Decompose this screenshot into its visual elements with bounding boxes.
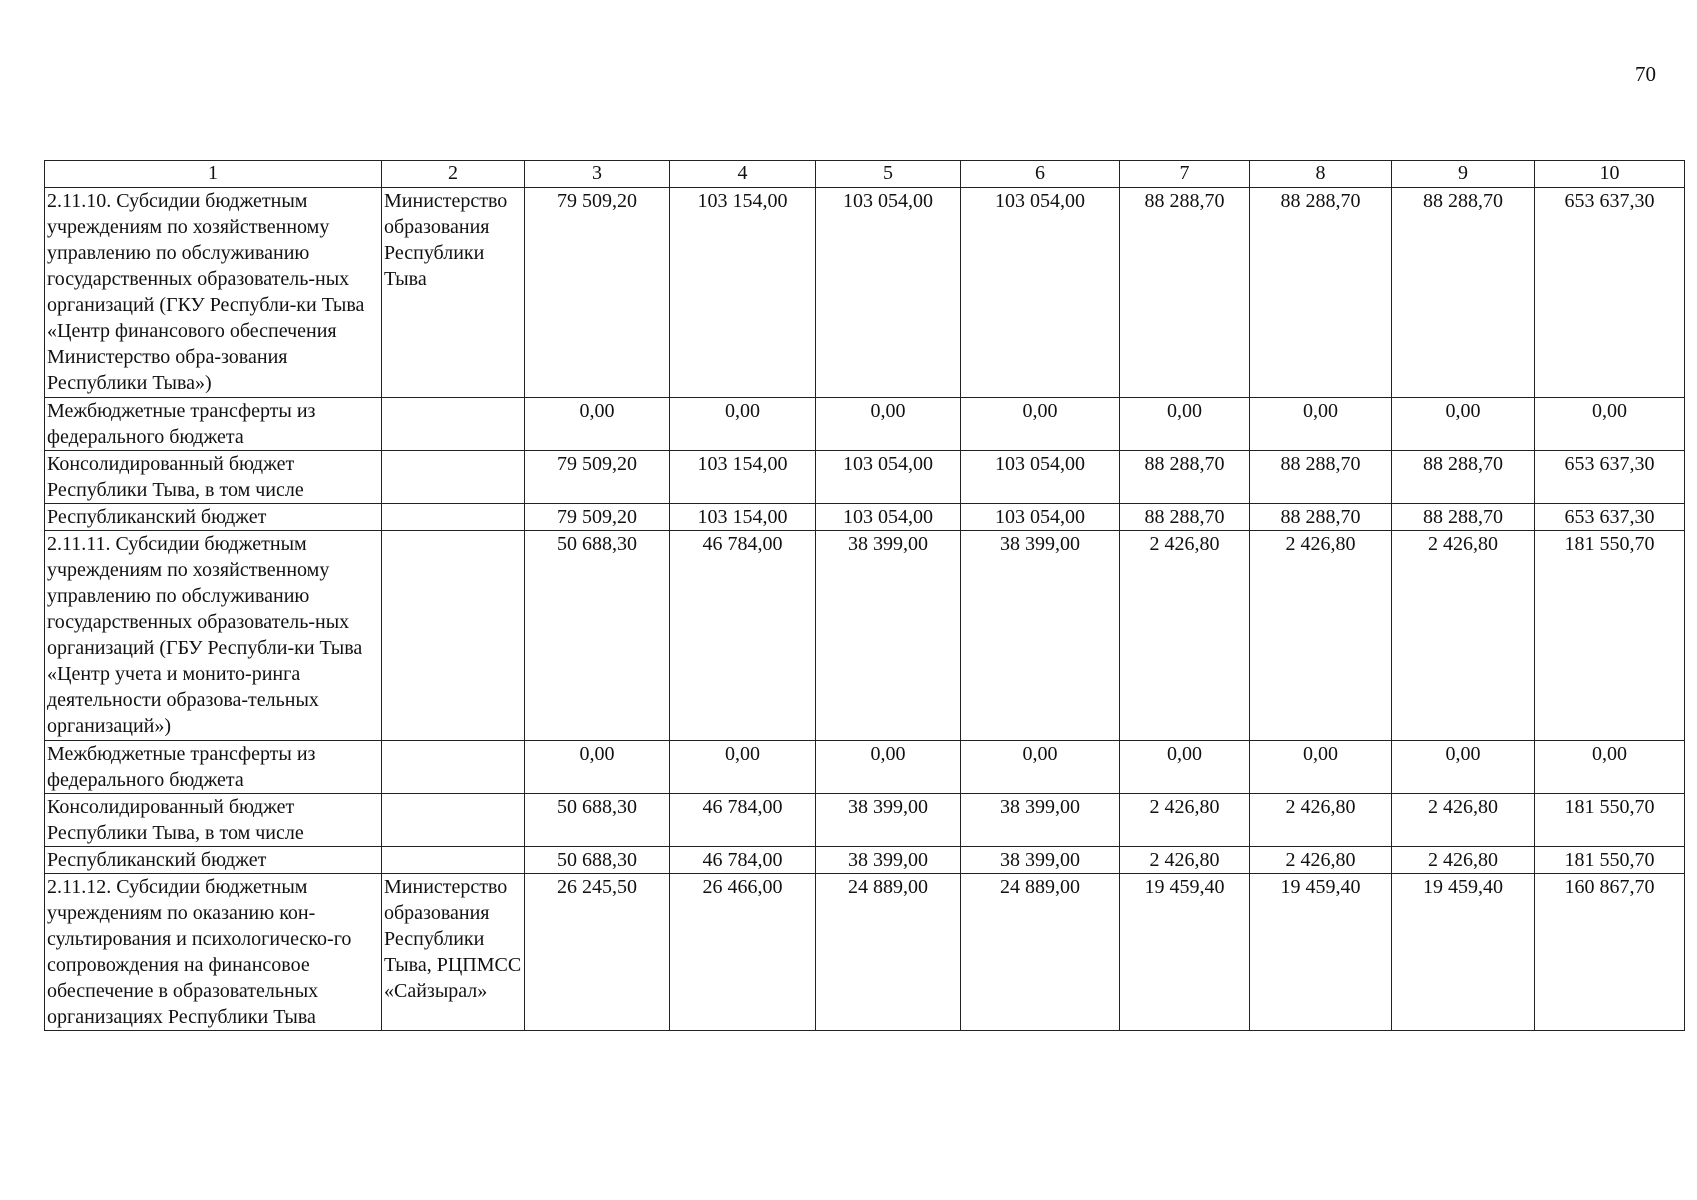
value-cell: 181 550,70 xyxy=(1535,794,1685,847)
row-executor xyxy=(382,794,525,847)
value-cell: 2 426,80 xyxy=(1120,847,1250,874)
row-name: Межбюджетные трансферты из федерального бюджета xyxy=(45,398,382,451)
value-cell: 38 399,00 xyxy=(816,531,961,741)
row-name: Консолидированный бюджет Республики Тыва, в том числе xyxy=(45,794,382,847)
value-cell: 0,00 xyxy=(816,398,961,451)
value-cell: 0,00 xyxy=(1250,741,1392,794)
value-cell: 0,00 xyxy=(961,398,1120,451)
row-executor xyxy=(382,741,525,794)
row-executor: Министерство образования Республики Тыва xyxy=(382,188,525,398)
column-number: 8 xyxy=(1250,161,1392,188)
row-executor xyxy=(382,451,525,504)
table-row xyxy=(45,531,1685,741)
column-number: 2 xyxy=(382,161,525,188)
value-cell: 103 154,00 xyxy=(670,188,816,398)
value-cell: 103 054,00 xyxy=(961,504,1120,531)
value-cell: 46 784,00 xyxy=(670,794,816,847)
value-cell: 103 054,00 xyxy=(816,504,961,531)
table-row xyxy=(45,741,1685,794)
value-cell: 0,00 xyxy=(1120,741,1250,794)
column-number: 1 xyxy=(45,161,382,188)
column-number: 4 xyxy=(670,161,816,188)
value-cell: 0,00 xyxy=(525,398,670,451)
value-cell: 0,00 xyxy=(1535,741,1685,794)
value-cell: 19 459,40 xyxy=(1250,874,1392,1031)
value-cell: 38 399,00 xyxy=(961,531,1120,741)
value-cell: 103 054,00 xyxy=(816,188,961,398)
value-cell: 0,00 xyxy=(1392,398,1535,451)
value-cell: 0,00 xyxy=(961,741,1120,794)
value-cell: 0,00 xyxy=(816,741,961,794)
value-cell: 88 288,70 xyxy=(1250,451,1392,504)
value-cell: 181 550,70 xyxy=(1535,531,1685,741)
value-cell: 0,00 xyxy=(1535,398,1685,451)
value-cell: 2 426,80 xyxy=(1250,794,1392,847)
value-cell: 0,00 xyxy=(525,741,670,794)
value-cell: 2 426,80 xyxy=(1392,794,1535,847)
table-row xyxy=(45,188,1685,398)
value-cell: 88 288,70 xyxy=(1392,451,1535,504)
value-cell: 2 426,80 xyxy=(1250,847,1392,874)
row-executor: Министерство образования Республики Тыва, РЦПМСС «Сайзырал» xyxy=(382,874,525,1031)
budget-table xyxy=(44,160,1685,1031)
value-cell: 50 688,30 xyxy=(525,794,670,847)
value-cell: 653 637,30 xyxy=(1535,188,1685,398)
column-number: 7 xyxy=(1120,161,1250,188)
value-cell: 88 288,70 xyxy=(1392,504,1535,531)
value-cell: 88 288,70 xyxy=(1120,451,1250,504)
value-cell: 88 288,70 xyxy=(1250,188,1392,398)
value-cell: 0,00 xyxy=(1250,398,1392,451)
value-cell: 2 426,80 xyxy=(1392,847,1535,874)
column-number: 9 xyxy=(1392,161,1535,188)
value-cell: 19 459,40 xyxy=(1392,874,1535,1031)
value-cell: 2 426,80 xyxy=(1120,794,1250,847)
row-name: Республиканский бюджет xyxy=(45,504,382,531)
column-number: 6 xyxy=(961,161,1120,188)
value-cell: 103 054,00 xyxy=(816,451,961,504)
header-row xyxy=(45,161,1685,188)
value-cell: 88 288,70 xyxy=(1392,188,1535,398)
column-number: 5 xyxy=(816,161,961,188)
value-cell: 88 288,70 xyxy=(1120,504,1250,531)
row-executor xyxy=(382,531,525,741)
value-cell: 103 154,00 xyxy=(670,451,816,504)
row-executor xyxy=(382,504,525,531)
row-name: 2.11.11. Субсидии бюджетным учреждениям по хозяйственному управлению по обслуживанию государственных образователь-ных организаций (ГБУ Республи-ки Тыва «Центр учета и монито-ринга деятельности образова-тельных организаций») xyxy=(45,531,382,741)
value-cell: 653 637,30 xyxy=(1535,451,1685,504)
row-name: Республиканский бюджет xyxy=(45,847,382,874)
value-cell: 24 889,00 xyxy=(816,874,961,1031)
value-cell: 88 288,70 xyxy=(1250,504,1392,531)
value-cell: 0,00 xyxy=(670,741,816,794)
row-name: Консолидированный бюджет Республики Тыва, в том числе xyxy=(45,451,382,504)
table-row xyxy=(45,504,1685,531)
row-executor xyxy=(382,398,525,451)
table-row xyxy=(45,398,1685,451)
value-cell: 79 509,20 xyxy=(525,451,670,504)
table-row xyxy=(45,451,1685,504)
value-cell: 103 054,00 xyxy=(961,451,1120,504)
value-cell: 103 154,00 xyxy=(670,504,816,531)
value-cell: 38 399,00 xyxy=(816,794,961,847)
value-cell: 181 550,70 xyxy=(1535,847,1685,874)
value-cell: 38 399,00 xyxy=(816,847,961,874)
table-row xyxy=(45,794,1685,847)
value-cell: 79 509,20 xyxy=(525,188,670,398)
value-cell: 0,00 xyxy=(1120,398,1250,451)
row-name: 2.11.12. Субсидии бюджетным учреждениям по оказанию кон-сультирования и психологическо-го сопровождения на финансовое обеспечение в образовательных организациях Республики Тыва xyxy=(45,874,382,1031)
value-cell: 2 426,80 xyxy=(1392,531,1535,741)
column-number: 3 xyxy=(525,161,670,188)
table-row xyxy=(45,874,1685,1031)
value-cell: 160 867,70 xyxy=(1535,874,1685,1031)
row-name: 2.11.10. Субсидии бюджетным учреждениям по хозяйственному управлению по обслуживанию государственных образователь-ных организаций (ГКУ Республи-ки Тыва «Центр финансового обеспечения Министерство обра-зования Республики Тыва») xyxy=(45,188,382,398)
value-cell: 26 245,50 xyxy=(525,874,670,1031)
value-cell: 2 426,80 xyxy=(1250,531,1392,741)
value-cell: 46 784,00 xyxy=(670,531,816,741)
value-cell: 103 054,00 xyxy=(961,188,1120,398)
value-cell: 38 399,00 xyxy=(961,847,1120,874)
row-executor xyxy=(382,847,525,874)
value-cell: 24 889,00 xyxy=(961,874,1120,1031)
value-cell: 38 399,00 xyxy=(961,794,1120,847)
value-cell: 26 466,00 xyxy=(670,874,816,1031)
value-cell: 2 426,80 xyxy=(1120,531,1250,741)
value-cell: 88 288,70 xyxy=(1120,188,1250,398)
value-cell: 50 688,30 xyxy=(525,531,670,741)
value-cell: 0,00 xyxy=(1392,741,1535,794)
value-cell: 46 784,00 xyxy=(670,847,816,874)
page-number: 70 xyxy=(1635,62,1656,86)
value-cell: 19 459,40 xyxy=(1120,874,1250,1031)
value-cell: 0,00 xyxy=(670,398,816,451)
row-name: Межбюджетные трансферты из федерального бюджета xyxy=(45,741,382,794)
table-row xyxy=(45,847,1685,874)
column-number: 10 xyxy=(1535,161,1685,188)
value-cell: 50 688,30 xyxy=(525,847,670,874)
value-cell: 653 637,30 xyxy=(1535,504,1685,531)
value-cell: 79 509,20 xyxy=(525,504,670,531)
